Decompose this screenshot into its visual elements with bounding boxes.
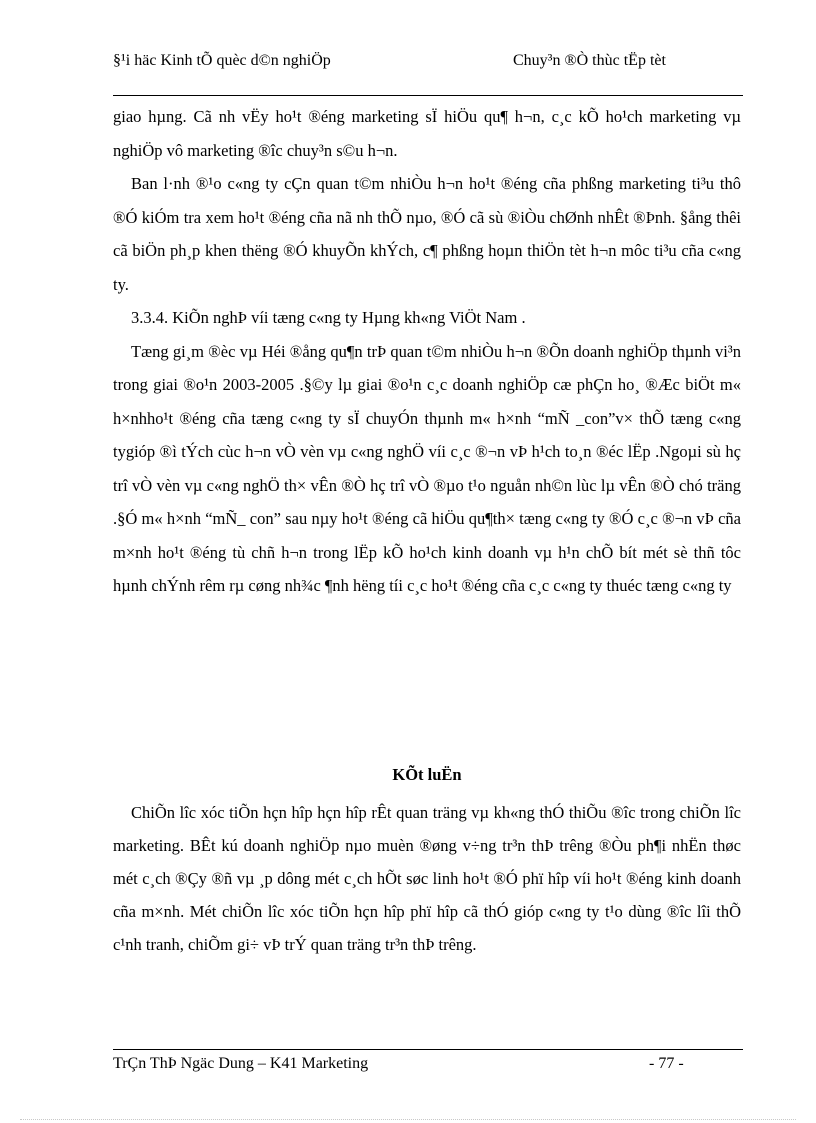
footer-author: TrÇn ThÞ Ngäc Dung – K41 Marketing: [113, 1055, 369, 1072]
conclusion-section: [113, 796, 741, 961]
page-bottom-border: [20, 1119, 796, 1120]
footer-divider: [113, 1049, 743, 1050]
page-header: [113, 50, 743, 94]
main-content: [113, 100, 741, 603]
header-divider: [113, 95, 743, 96]
header-document-type: Chuy³n ®Ò thùc tËp tèt: [513, 52, 666, 69]
page-number: - 77 -: [649, 1055, 684, 1072]
conclusion-title: KÕt luËn: [392, 765, 462, 784]
paragraph-management: Ban l·nh ®¹o c«ng ty cÇn quan t©m nhiÒu h¬n ho¹t ®éng cña phßng marketing ti³u thô ®Ó kiÓm tra xem ho¹t ®éng cña nã nh thÕ nµo, ®Ó cã sù ®iÒu chØnh nhÊt ®Þnh. §ång thêi cã biÖn ph¸p khen thëng ®Ó khuyÕn khÝch, c¶ phßng hoµn thiÖn tèt h¬n môc ti³u cña c«ng ty.: [113, 174, 741, 294]
paragraph-recommendation: Tæng gi¸m ®èc vµ Héi ®ång qu¶n trÞ quan t©m nhiÒu h¬n ®Õn doanh nghiÖp thµnh vi³n trong giai ®o¹n 2003-2005 .§©y lµ giai ®o¹n c¸c doanh nghiÖp cæ phÇn ho¸ ®Æc biÖt m« h×nhho¹t ®éng cña tæng c«ng ty sÏ chuyÓn thµnh m« h×nh “mÑ _con”v× thÕ tæng c«ng tygióp ®ì tÝch cùc h¬n vÒ vèn vµ c«ng nghÖ víi c¸c ®¬n vÞ h¹ch to¸n ®éc lËp .Ngoµi sù hç trî vÒ vèn vµ c«ng nghÖ th× vÊn ®Ò hç trî vÒ ®µo t¹o nguån nh©n lùc lµ vÊn ®Ò chó träng .§Ó m« h×nh “mÑ_ con” sau nµy ho¹t ®éng cã hiÖu qu¶th× tæng c«ng ty ®Ó c¸c ®¬n vÞ cña m×nh ho¹t ®éng tù chñ h¬n trong lËp kÕ ho¹ch kinh doanh vµ h¹n chÕ bít mét sè thñ tôc hµnh chÝnh rêm rµ cøng nh¾c ¶nh hëng tíi c¸c ho¹t ®éng cña c¸c c«ng ty thuéc tæng c«ng ty: [113, 341, 741, 595]
conclusion-paragraph: ChiÕn lîc xóc tiÕn hçn hîp hçn hîp rÊt quan träng vµ kh«ng thÓ thiÕu ®îc trong chiÕn lîc marketing. BÊt kú doanh nghiÖp nµo muèn ®øng v÷ng tr³n thÞ trêng ®Òu ph¶i nhËn thøc mét c¸ch ®Çy ®ñ vµ ¸p dông mét c¸ch hÕt søc linh ho¹t ®Ó phï hîp víi ho¹t ®éng kinh doanh cña m×nh. Mét chiÕn lîc xóc tiÕn hçn hîp phï hîp cã thÓ gióp c«ng ty t¹o dùng ®îc lîi thÕ c¹nh tranh, chiÕm gi÷ vÞ trÝ quan träng tr³n thÞ trêng.: [113, 803, 741, 954]
paragraph-continuation: giao hµng. Cã nh vËy ho¹t ®éng marketing sÏ hiÖu qu¶ h¬n, c¸c kÕ ho¹ch marketing vµ nghiÖp vô marketing ®îc chuy³n s©u h¬n.: [113, 107, 741, 160]
header-institution: §¹i häc Kinh tÕ quèc d©n nghiÖp: [113, 52, 331, 69]
section-heading: 3.3.4. KiÕn nghÞ víi tæng c«ng ty Hµng kh«ng ViÖt Nam .: [131, 308, 526, 327]
